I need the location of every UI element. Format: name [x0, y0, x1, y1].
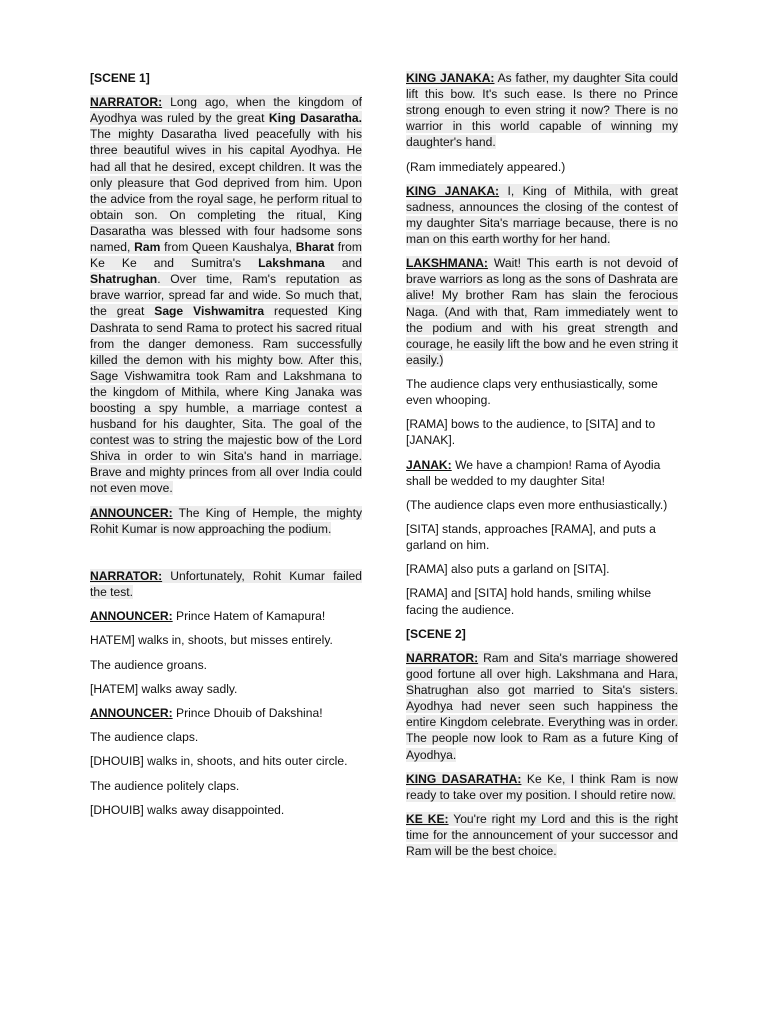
left-column — [90, 70, 362, 826]
dialogue-text: As father, my daughter Sita could lift this bow. It's such ease. Is there no Prince strong enough to even string it now? There is no warrior in this world capable of winning my daughter's hand. — [406, 71, 678, 150]
janaka-paragraph — [406, 183, 678, 247]
dialogue-text: and — [324, 256, 362, 271]
dialogue-text: I, King of Mithila, with great sadness, announces the closing of the contest of my daughter Sita's marriage because, there is no man on this earth worthy for her hand. — [406, 183, 678, 247]
dialogue-text: We have a champion! Rama of Ayodia shall be wedded to my daughter Sita! — [406, 457, 661, 488]
dialogue-text: Ram and Sita's marriage showered good fortune all over high. Lakshmana and Hara, Shatrughan also got married to Sita's sisters. Ayodhya had never seen such happiness the entire Kingdom celebrate. Everything was in order. The people now look to Ram as a future King of Ayodhya. — [406, 650, 678, 762]
dialogue-text: Prince Dhouib of Dakshina! — [172, 705, 323, 720]
janak-paragraph — [406, 457, 678, 489]
speaker-label: JANAK: — [406, 457, 452, 472]
stage-direction: [DHOUIB] walks in, shoots, and hits outer circle. — [90, 754, 348, 769]
dialogue-text: from Queen Kaushalya, — [160, 240, 296, 255]
scene-heading — [406, 626, 678, 642]
dialogue-text: You're right my Lord and this is the right time for the announcement of your successor and Ram will be the best choice. — [406, 811, 678, 859]
speaker-label: KE KE: — [406, 811, 449, 826]
announcer-paragraph — [90, 505, 362, 537]
speaker-label: LAKSHMANA: — [406, 256, 488, 271]
narrator-paragraph — [90, 568, 362, 600]
emphasis-text: Sage Vishwamitra — [154, 304, 265, 319]
emphasis-text: Ram — [134, 240, 161, 255]
speaker-label: ANNOUNCER: — [90, 705, 173, 720]
stage-direction: The audience politely claps. — [90, 778, 240, 793]
dialogue-text: Unfortunately, Rohit Kumar failed the test. — [90, 568, 362, 599]
stage-direction: [RAMA] and [SITA] hold hands, smiling whilse facing the audience. — [406, 586, 652, 617]
dialogue-text: The mighty Dasaratha lived peacefully with his three beautiful wives in his capital Ayodhya. He had all that he desired, except children. It was the only pleasure that God deprived from him. Upon the advice from the royal sage, he perform ritual to obtain son. On completing the ritual, King Dasaratha was blessed with four hadsome sons named, — [90, 127, 362, 255]
dialogue-text: The King of Hemple, the mighty Rohit Kumar is now approaching the podium. — [90, 505, 362, 536]
janaka-paragraph — [406, 70, 678, 150]
stage-direction: (The audience claps even more enthusiastically.) — [406, 497, 668, 512]
speaker-label: NARRATOR: — [90, 568, 163, 583]
emphasis-text: Shatrughan — [90, 272, 158, 287]
dialogue-text: requested King Dashrata to send Rama to protect his sacred ritual from the danger demoness. Ram successfully killed the demon with his mighty bow. After this, Sage Vishwamitra took Ram and Lakshmana to the kingdom of Mithila, where King Janaka was boosting a spy humble, a marriage contest a husband for his daughter, Sita. The goal of the contest was to string the majestic bow of the Lord Shiva in order to win Sita's hand in marriage. Brave and mighty princes from all over India could not even move. — [90, 304, 362, 496]
emphasis-text: King Dasaratha. — [268, 111, 362, 126]
scene-1-label: [SCENE 1] — [90, 71, 150, 85]
speaker-label: KING JANAKA: — [406, 71, 495, 85]
stage-direction: [RAMA] bows to the audience, to [SITA] and to [JANAK]. — [406, 417, 656, 448]
dialogue-text: Long ago, when the kingdom of Ayodhya was ruled by the great — [90, 95, 362, 126]
scene-heading — [90, 70, 362, 86]
stage-direction: [HATEM] walks away sadly. — [90, 681, 238, 696]
stage-direction: The audience claps very enthusiastically, some even whooping. — [406, 376, 658, 408]
dialogue-text: Prince Hatem of Kamapura! — [172, 609, 326, 624]
emphasis-text: Lakshmana — [258, 256, 325, 271]
stage-direction: [RAMA] also puts a garland on [SITA]. — [406, 562, 610, 577]
dialogue-text: Wait! This earth is not devoid of brave warriors as long as the sons of Dashrata are alive! My brother Ram has slain the ferocious Naga. (And with that, Ram immediately went to the podium and with his great strength and courage, he easily lift the bow and he even string it easily.) — [406, 256, 678, 367]
announcer-paragraph — [90, 608, 362, 624]
speaker-label: KING DASARATHA: — [406, 771, 522, 786]
narrator-paragraph — [90, 94, 362, 496]
speaker-label: NARRATOR: — [90, 95, 163, 110]
speaker-label: ANNOUNCER: — [90, 609, 173, 624]
dialogue-text: Ke Ke, I think Ram is now ready to take over my position. I should retire now. — [406, 771, 678, 802]
dialogue-text: . Over time, Ram's reputation as brave warrior, spread far and wide. So much that, the great — [90, 272, 362, 319]
narrator-paragraph — [406, 650, 678, 763]
announcer-paragraph — [90, 705, 362, 721]
speaker-label: NARRATOR: — [406, 650, 479, 665]
stage-direction: (Ram immediately appeared.) — [406, 159, 566, 174]
scene-2-label: [SCENE 2] — [406, 626, 466, 641]
stage-direction: [DHOUIB] walks away disappointed. — [90, 802, 285, 817]
lakshmana-paragraph — [406, 255, 678, 368]
stage-direction: HATEM] walks in, shoots, but misses entirely. — [90, 633, 333, 648]
stage-direction: The audience claps. — [90, 730, 199, 745]
spacer — [90, 545, 362, 568]
dialogue-text: from Ke Ke and Sumitra's — [90, 240, 362, 271]
speaker-label: ANNOUNCER: — [90, 505, 173, 520]
keke-paragraph — [406, 811, 678, 859]
speaker-label: KING JANAKA: — [406, 183, 500, 198]
stage-direction: The audience groans. — [90, 657, 207, 672]
stage-direction: [SITA] stands, approaches [RAMA], and puts a garland on him. — [406, 522, 656, 553]
dasaratha-paragraph — [406, 771, 678, 803]
right-column — [406, 70, 678, 867]
emphasis-text: Bharat — [295, 240, 335, 255]
